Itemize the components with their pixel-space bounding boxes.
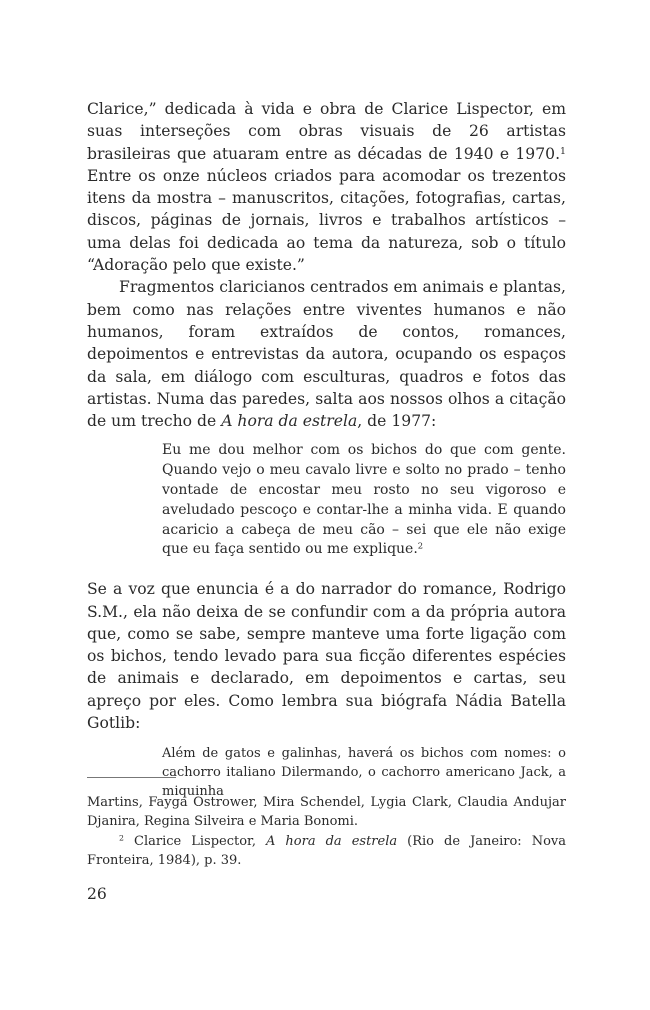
- footnote-marker: 1: [560, 145, 566, 157]
- text-run: Além de gatos e galinhas, haverá os bichos com nomes: o cachorro italiano Dilermando, o cachorro americano Jack, a miquinha: [162, 746, 566, 800]
- italic-title: A hora da estrela: [266, 833, 398, 849]
- text-run: Entre os onze núcleos criados para acomodar os trezentos itens da mostra – manuscritos, citações, fotografias, cartas, discos, páginas de jornais, livros e trabalhos artísticos – uma delas foi dedicada ao tema da natureza, sob o título “Adoração pelo que existe.”: [87, 166, 566, 275]
- footnote-divider: [87, 777, 176, 778]
- text-run: (Rio de Janeiro: Nova Fronteira, 1984), p. 39.: [87, 833, 567, 868]
- quote-text: [162, 441, 566, 560]
- text-run: Fragmentos claricianos centrados em animais e plantas, bem como nas relações entre viventes humanos e não humanos, foram extraídos de contos, romances, depoimentos e entrevistas da autora, ocupando os espaços da sala, em diálogo com esculturas, quadros e fotos das artistas. Numa das paredes, salta aos nossos olhos a citação de um trecho de: [87, 278, 566, 431]
- footnote-marker: 2: [417, 540, 424, 551]
- paragraph-fragments: [87, 276, 566, 432]
- paragraph-intro: [87, 98, 566, 276]
- footnote-continued: [87, 793, 566, 832]
- text-run: Clarice,” dedicada à vida e obra de Clarice Lispector, em suas interseções com obras visuais de 26 artistas brasileiras que atuaram entre as décadas de 1940 e 1970.: [87, 100, 566, 163]
- text-run: Clarice Lispector,: [123, 833, 266, 849]
- main-text: [87, 98, 566, 819]
- footnote-2: [87, 832, 566, 871]
- text-run: Martins, Fayga Ostrower, Mira Schendel, Lygia Clark, Claudia Andujar Djanira, Regina Silveira e Maria Bonomi.: [87, 795, 566, 830]
- footnotes: [87, 793, 566, 870]
- text-run: Eu me dou melhor com os bichos do que com gente. Quando vejo o meu cavalo livre e solto no prado – tenho vontade de encostar meu rosto no seu vigoroso e aveludado pescoço e contar-lhe a minha vida. E quando acaricio a cabeça de meu cão – sei que ele não exige que eu faça sentido ou me explique.: [162, 442, 566, 558]
- footnote-marker: 2: [119, 833, 124, 843]
- text-run: Se a voz que enuncia é a do narrador do romance, Rodrigo S.M., ela não deixa de se confundir com a da própria autora que, como se sabe, sempre manteve uma forte ligação com os bichos, tendo levado para sua ficção diferentes espécies de animais e declarado, em depoimentos e cartas, seu apreço por eles. Como lembra sua biógrafa Nádia Batella Gotlib:: [87, 580, 566, 733]
- paragraph-narrator: [87, 578, 566, 734]
- text-run: , de 1977:: [357, 412, 437, 431]
- block-quote-lispector: [162, 441, 566, 560]
- italic-title: A hora da estrela: [221, 412, 358, 431]
- page-number: 26: [87, 885, 107, 903]
